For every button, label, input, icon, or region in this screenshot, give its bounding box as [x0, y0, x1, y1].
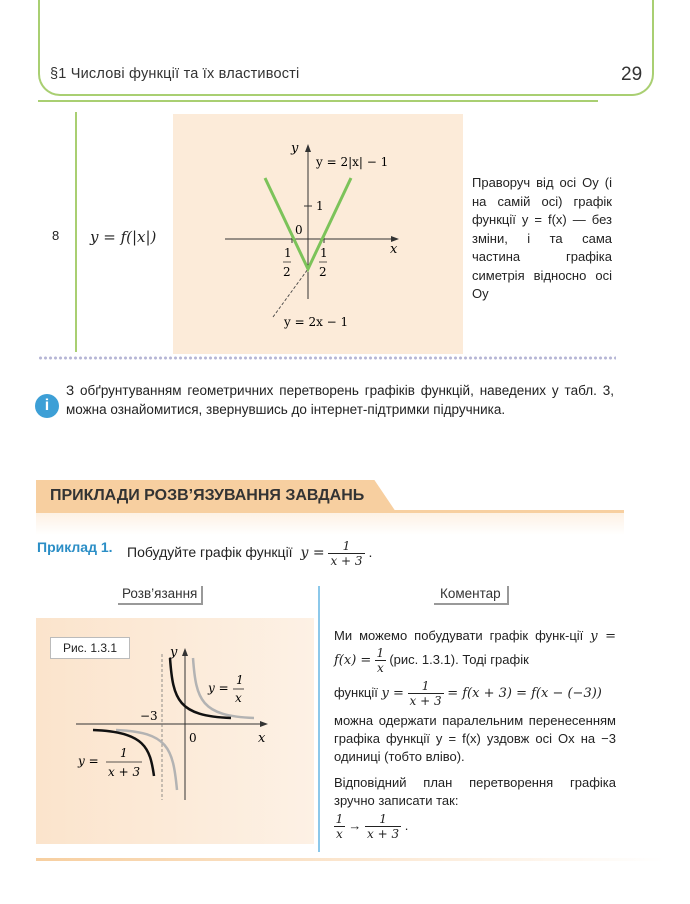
commentary-paragraph-4: Відповідний план перетворення графіка зручно записати так: [334, 775, 616, 808]
fig-y-arrow [182, 648, 188, 656]
fig-x-arrow [260, 721, 268, 727]
header-title: §1 Числові функції та їх властивості [50, 66, 300, 82]
plan-arrow: → [348, 817, 362, 833]
section-banner-title: ПРИКЛАДИ РОЗВ’ЯЗУВАННЯ ЗАВДАНЬ [50, 487, 365, 504]
hyperbola-graph [36, 618, 314, 844]
banner-fade [36, 513, 624, 535]
fig-label-base-num: 1 [236, 673, 244, 687]
commentary-p2-start: функції [334, 684, 378, 700]
table-bottom-dotted-border [38, 355, 616, 361]
fig-label-shift-den: x + 3 [108, 765, 141, 779]
fig-label-shift-num: 1 [120, 746, 128, 760]
graph-tick-xneg-label: 1 [284, 246, 292, 260]
header-underline [38, 100, 598, 102]
abs-function-graph [173, 114, 463, 354]
graph-y-arrow [305, 144, 311, 152]
example-statement [127, 539, 372, 568]
graph-tick-xpos-label: 1 [320, 246, 328, 260]
graph-label-x: x [390, 242, 398, 257]
example-denominator: x + 3 [330, 554, 363, 568]
fig-curve-base-left [116, 730, 177, 790]
plan-den-2: x + 3 [367, 827, 400, 841]
example-label: Приклад 1. [37, 539, 113, 555]
graph-tick-neghalf-label: 2 [283, 265, 291, 279]
fig-label-x: x [258, 731, 266, 746]
graph-tick-y-label: 1 [316, 199, 324, 213]
commentary-p2-fraction [408, 679, 444, 708]
commentary-p1-fraction [375, 646, 386, 675]
commentary-tab: Коментар [434, 586, 509, 605]
fig-label-shift: y = [78, 754, 99, 768]
commentary-paragraph-2 [334, 679, 616, 708]
commentary-text [334, 627, 616, 841]
graph-label-lower: y = 2x − 1 [284, 315, 349, 329]
table-column-divider [75, 112, 77, 352]
fig-label-y: y [170, 645, 178, 660]
fig-shift-label: −3 [140, 709, 158, 723]
fig-origin: 0 [189, 731, 197, 745]
graph-label-upper: y = 2|x| − 1 [316, 155, 389, 169]
example-fraction [328, 539, 364, 568]
graph-label-y: y [291, 141, 299, 156]
plan-fraction-2 [365, 812, 401, 841]
example-numerator: 1 [342, 539, 351, 553]
commentary-p1-func: y = f(x) = [334, 629, 616, 668]
column-divider [318, 586, 320, 852]
example-end: . [368, 544, 373, 561]
table-row-number: 8 [52, 228, 60, 243]
commentary-p1-end: (рис. 1.3.1). Тоді графік [389, 651, 529, 667]
example-text: Побудуйте графік функції [127, 544, 293, 561]
commentary-p2-y: y = [381, 685, 404, 701]
graph-origin: 0 [295, 223, 303, 237]
commentary-p2-end: = f(x + 3) = f(x − (−3)) [447, 685, 602, 701]
info-text: З обґрунтуванням геометричних перетворень графіків функцій, наведених у табл. 3, можна ознайомитися, звернувшись до інтернет-підтримки підручника. [66, 383, 614, 417]
commentary-p2-num: 1 [421, 679, 430, 693]
solution-tab: Розв’язання [118, 586, 203, 605]
info-icon: i [35, 394, 59, 418]
page-number: 29 [621, 64, 643, 85]
graph-tick-poshalf-label: 2 [319, 265, 327, 279]
commentary-plan [334, 812, 616, 841]
fig-label-base-den: x [235, 691, 242, 705]
fig-label-base: y = [208, 681, 229, 695]
commentary-p1-start: Ми можемо побудувати графік функ-ції [334, 628, 584, 643]
page-bottom-line [36, 858, 664, 861]
commentary-p1-num: 1 [376, 646, 385, 660]
plan-num-1: 1 [335, 812, 344, 826]
plan-fraction-1 [334, 812, 345, 841]
commentary-p2-den: x + 3 [409, 694, 442, 708]
commentary-paragraph-3: можна одержати паралельним перенесенням графіка функції y = f(x) уздовж осі Ox на −3 одиниці (тобто вліво). [334, 713, 616, 764]
example-y: y = [300, 545, 325, 562]
table-row-formula: y = f(|x|) [90, 228, 157, 246]
commentary-p1-den: x [376, 661, 384, 675]
figure-caption: Рис. 1.3.1 [50, 637, 130, 659]
plan-num-2: 1 [379, 812, 387, 826]
table-row-description: Праворуч від осі Oy (і на самій осі) графік функції y = f(x) — без зміни, і та сама частина графіка симетрія відносно осі Oy [472, 175, 612, 301]
plan-end: . [404, 817, 409, 833]
plan-den-1: x [336, 827, 343, 841]
commentary-paragraph-1 [334, 627, 616, 675]
